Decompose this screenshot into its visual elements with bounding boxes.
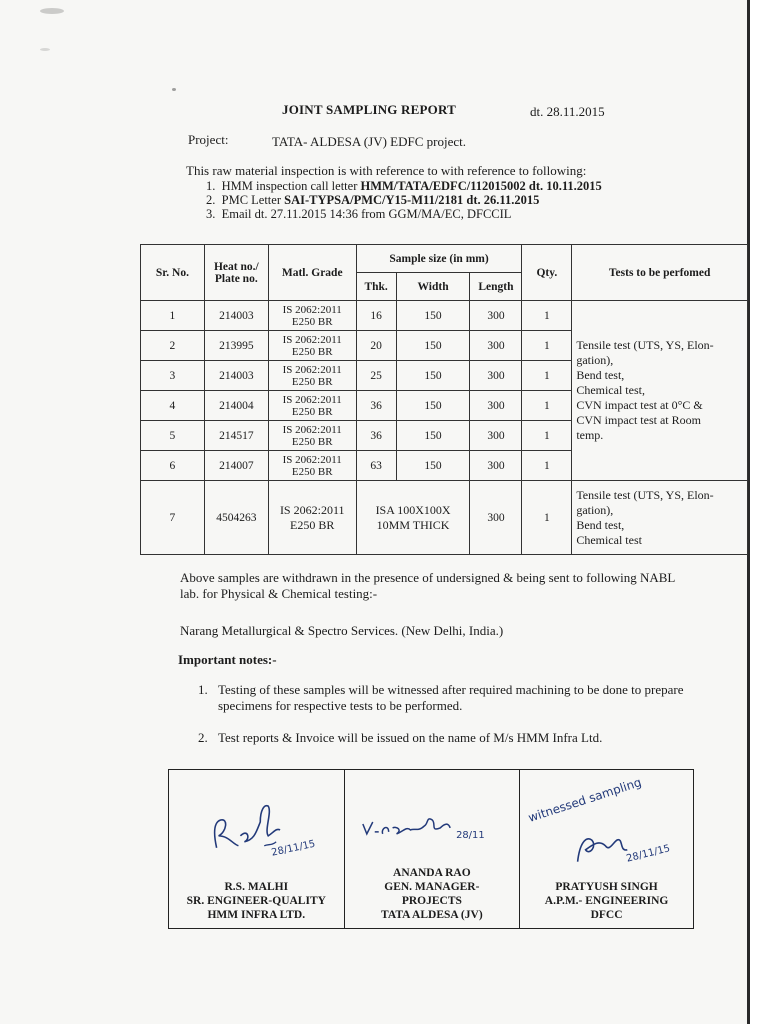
- cell-thk: 16: [356, 301, 396, 331]
- cell-tests-group1: Tensile test (UTS, YS, Elon- gation), Bend test, Chemical test, CVN impact test at 0°C & CVN impact test at Room temp.: [572, 301, 748, 481]
- header-heat-no: Heat no./ Plate no.: [204, 245, 268, 301]
- header-qty: Qty.: [522, 245, 572, 301]
- signatory-title: GEN. MANAGER-: [384, 881, 480, 893]
- project-label: Project:: [188, 132, 229, 147]
- reference-item: 2. PMC Letter SAI-TYPSA/PMC/Y15-M11/2181 dt. 26.11.2015: [206, 193, 540, 207]
- signatory-name: ANANDA RAO: [393, 867, 471, 879]
- svg-text:28/11/15: 28/11/15: [270, 838, 317, 859]
- signature-image: [345, 770, 520, 870]
- signatory-title: SR. ENGINEER-QUALITY: [186, 895, 326, 907]
- signatory-title: A.P.M.- ENGINEERING: [544, 895, 669, 907]
- signatory-title: PROJECTS: [401, 895, 462, 907]
- cell-heat: 214003: [204, 301, 268, 331]
- table-row: 6 214007 IS 2062:2011 E250 BR 63 150 300 1: [141, 451, 748, 481]
- signatory-name: PRATYUSH SINGH: [555, 881, 658, 893]
- cell-grade: IS 2062:2011 E250 BR: [268, 301, 356, 331]
- intro-text: This raw material inspection is with reference to with reference to following:: [186, 163, 587, 178]
- header-thk: Thk.: [356, 273, 396, 301]
- header-length: Length: [470, 273, 522, 301]
- note-item: 1. Testing of these samples will be witnessed after required machining to be done to prepare specimens for respective tests to be performed.: [198, 682, 684, 713]
- signature-image: [169, 770, 344, 870]
- signatory-name: R.S. MALHI: [224, 881, 289, 893]
- cell-sr: 1: [141, 301, 205, 331]
- table-row: 5 214517 IS 2062:2011 E250 BR 36 150 300 1: [141, 421, 748, 451]
- signatory-tata: [344, 770, 520, 929]
- svg-text:witnessed sampling: witnessed sampling: [526, 775, 644, 825]
- report-title: JOINT SAMPLING REPORT: [282, 102, 456, 117]
- cell-length: 300: [470, 301, 522, 331]
- scan-margin: [750, 0, 768, 1024]
- table-row: 2 213995 IS 2062:2011 E250 BR 20 150 300 1: [141, 331, 748, 361]
- signatory-dfcc: [520, 770, 694, 929]
- signatory-hmm: [169, 770, 345, 929]
- cell-tests-group2: Tensile test (UTS, YS, Elon- gation), Bend test, Chemical test: [572, 481, 748, 555]
- table-row: [141, 301, 748, 331]
- cell-width: 150: [396, 301, 470, 331]
- reference-item: 1. HMM inspection call letter HMM/TATA/EDFC/112015002 dt. 10.11.2015: [206, 179, 602, 193]
- cell-qty: 1: [522, 301, 572, 331]
- notes-list: [198, 682, 698, 762]
- table-row: 4 214004 IS 2062:2011 E250 BR 36 150 300 1: [141, 391, 748, 421]
- lab-name: Narang Metallurgical & Spectro Services. (New Delhi, India.): [180, 623, 504, 638]
- signatory-org: TATA ALDESA (JV): [381, 909, 483, 921]
- project-value: TATA- ALDESA (JV) EDFC project.: [272, 134, 466, 149]
- header-sr-no: Sr. No.: [141, 245, 205, 301]
- svg-text:28/11: 28/11: [455, 829, 485, 841]
- header-width: Width: [396, 273, 470, 301]
- note-item: 2. Test reports & Invoice will be issued on the name of M/s HMM Infra Ltd.: [198, 730, 603, 745]
- svg-text:28/11/15: 28/11/15: [625, 843, 672, 865]
- important-notes-heading: Important notes:-: [178, 652, 277, 667]
- signature-image: [520, 770, 693, 870]
- report-date: dt. 28.11.2015: [530, 104, 605, 119]
- header-tests: Tests to be perfomed: [572, 245, 748, 301]
- sample-table: [140, 244, 748, 555]
- table-row: 7 4504263 IS 2062:2011 E250 BR ISA 100X100X 10MM THICK 300 1 Tensile test (UTS, YS, Elon- gation), Bend test, Chemical test: [141, 481, 748, 555]
- signatory-org: HMM INFRA LTD.: [207, 909, 306, 921]
- reference-item: 3. Email dt. 27.11.2015 14:36 from GGM/MA/EC, DFCCIL: [206, 207, 512, 221]
- reference-list: [206, 179, 602, 221]
- dispatch-statement: Above samples are withdrawn in the presence of undersigned & being sent to following NABL lab. for Physical & Chemical testing:-: [180, 570, 675, 601]
- table-row: 3 214003 IS 2062:2011 E250 BR 25 150 300 1: [141, 361, 748, 391]
- signatory-org: DFCC: [590, 909, 623, 921]
- header-grade: Matl. Grade: [268, 245, 356, 301]
- header-sample-size: Sample size (in mm): [356, 245, 522, 273]
- signature-table: [168, 769, 694, 929]
